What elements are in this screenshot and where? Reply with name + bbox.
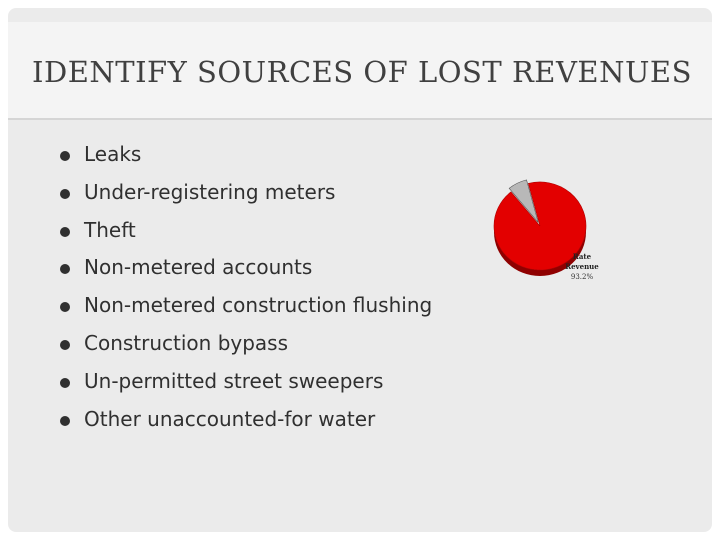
bullet-item-non-metered-accounts bbox=[58, 249, 432, 287]
bullet-text: Construction bypass bbox=[84, 330, 289, 355]
pie-label-value: 93.2% bbox=[570, 273, 594, 281]
bullet-list bbox=[58, 136, 432, 438]
bullet-dot-icon bbox=[60, 302, 70, 312]
bullet-item-theft bbox=[58, 212, 432, 250]
bullet-item-construction-flushing bbox=[58, 287, 432, 325]
bullet-item-leaks bbox=[58, 136, 432, 174]
pie-chart bbox=[490, 176, 650, 306]
bullet-item-street-sweepers bbox=[58, 363, 432, 401]
pie-label-line-2: Revenue bbox=[565, 262, 599, 271]
bullet-dot-icon bbox=[60, 227, 70, 237]
bullet-text: Un-permitted street sweepers bbox=[84, 368, 384, 393]
bullet-item-under-registering-meters bbox=[58, 174, 432, 212]
bullet-item-construction-bypass bbox=[58, 325, 432, 363]
bullet-text: Leaks bbox=[84, 142, 142, 166]
bullet-dot-icon bbox=[60, 264, 70, 274]
bullet-dot-icon bbox=[60, 416, 70, 426]
pie-label-line-1: Rate bbox=[572, 252, 592, 261]
bullet-item-unaccounted-water bbox=[58, 401, 432, 439]
bullet-dot-icon bbox=[60, 189, 70, 199]
bullet-dot-icon bbox=[60, 151, 70, 161]
bullet-text: Non-metered accounts bbox=[84, 255, 313, 280]
slide-title: IDENTIFY SOURCES OF LOST REVENUES bbox=[32, 55, 692, 89]
bullet-dot-icon bbox=[60, 378, 70, 388]
bullet-dot-icon bbox=[60, 340, 70, 350]
bullet-text: Other unaccounted-for water bbox=[84, 406, 376, 431]
bullet-text: Under-registering meters bbox=[84, 179, 336, 204]
bullet-text: Non-metered construction flushing bbox=[84, 293, 433, 318]
bullet-text: Theft bbox=[84, 217, 136, 242]
